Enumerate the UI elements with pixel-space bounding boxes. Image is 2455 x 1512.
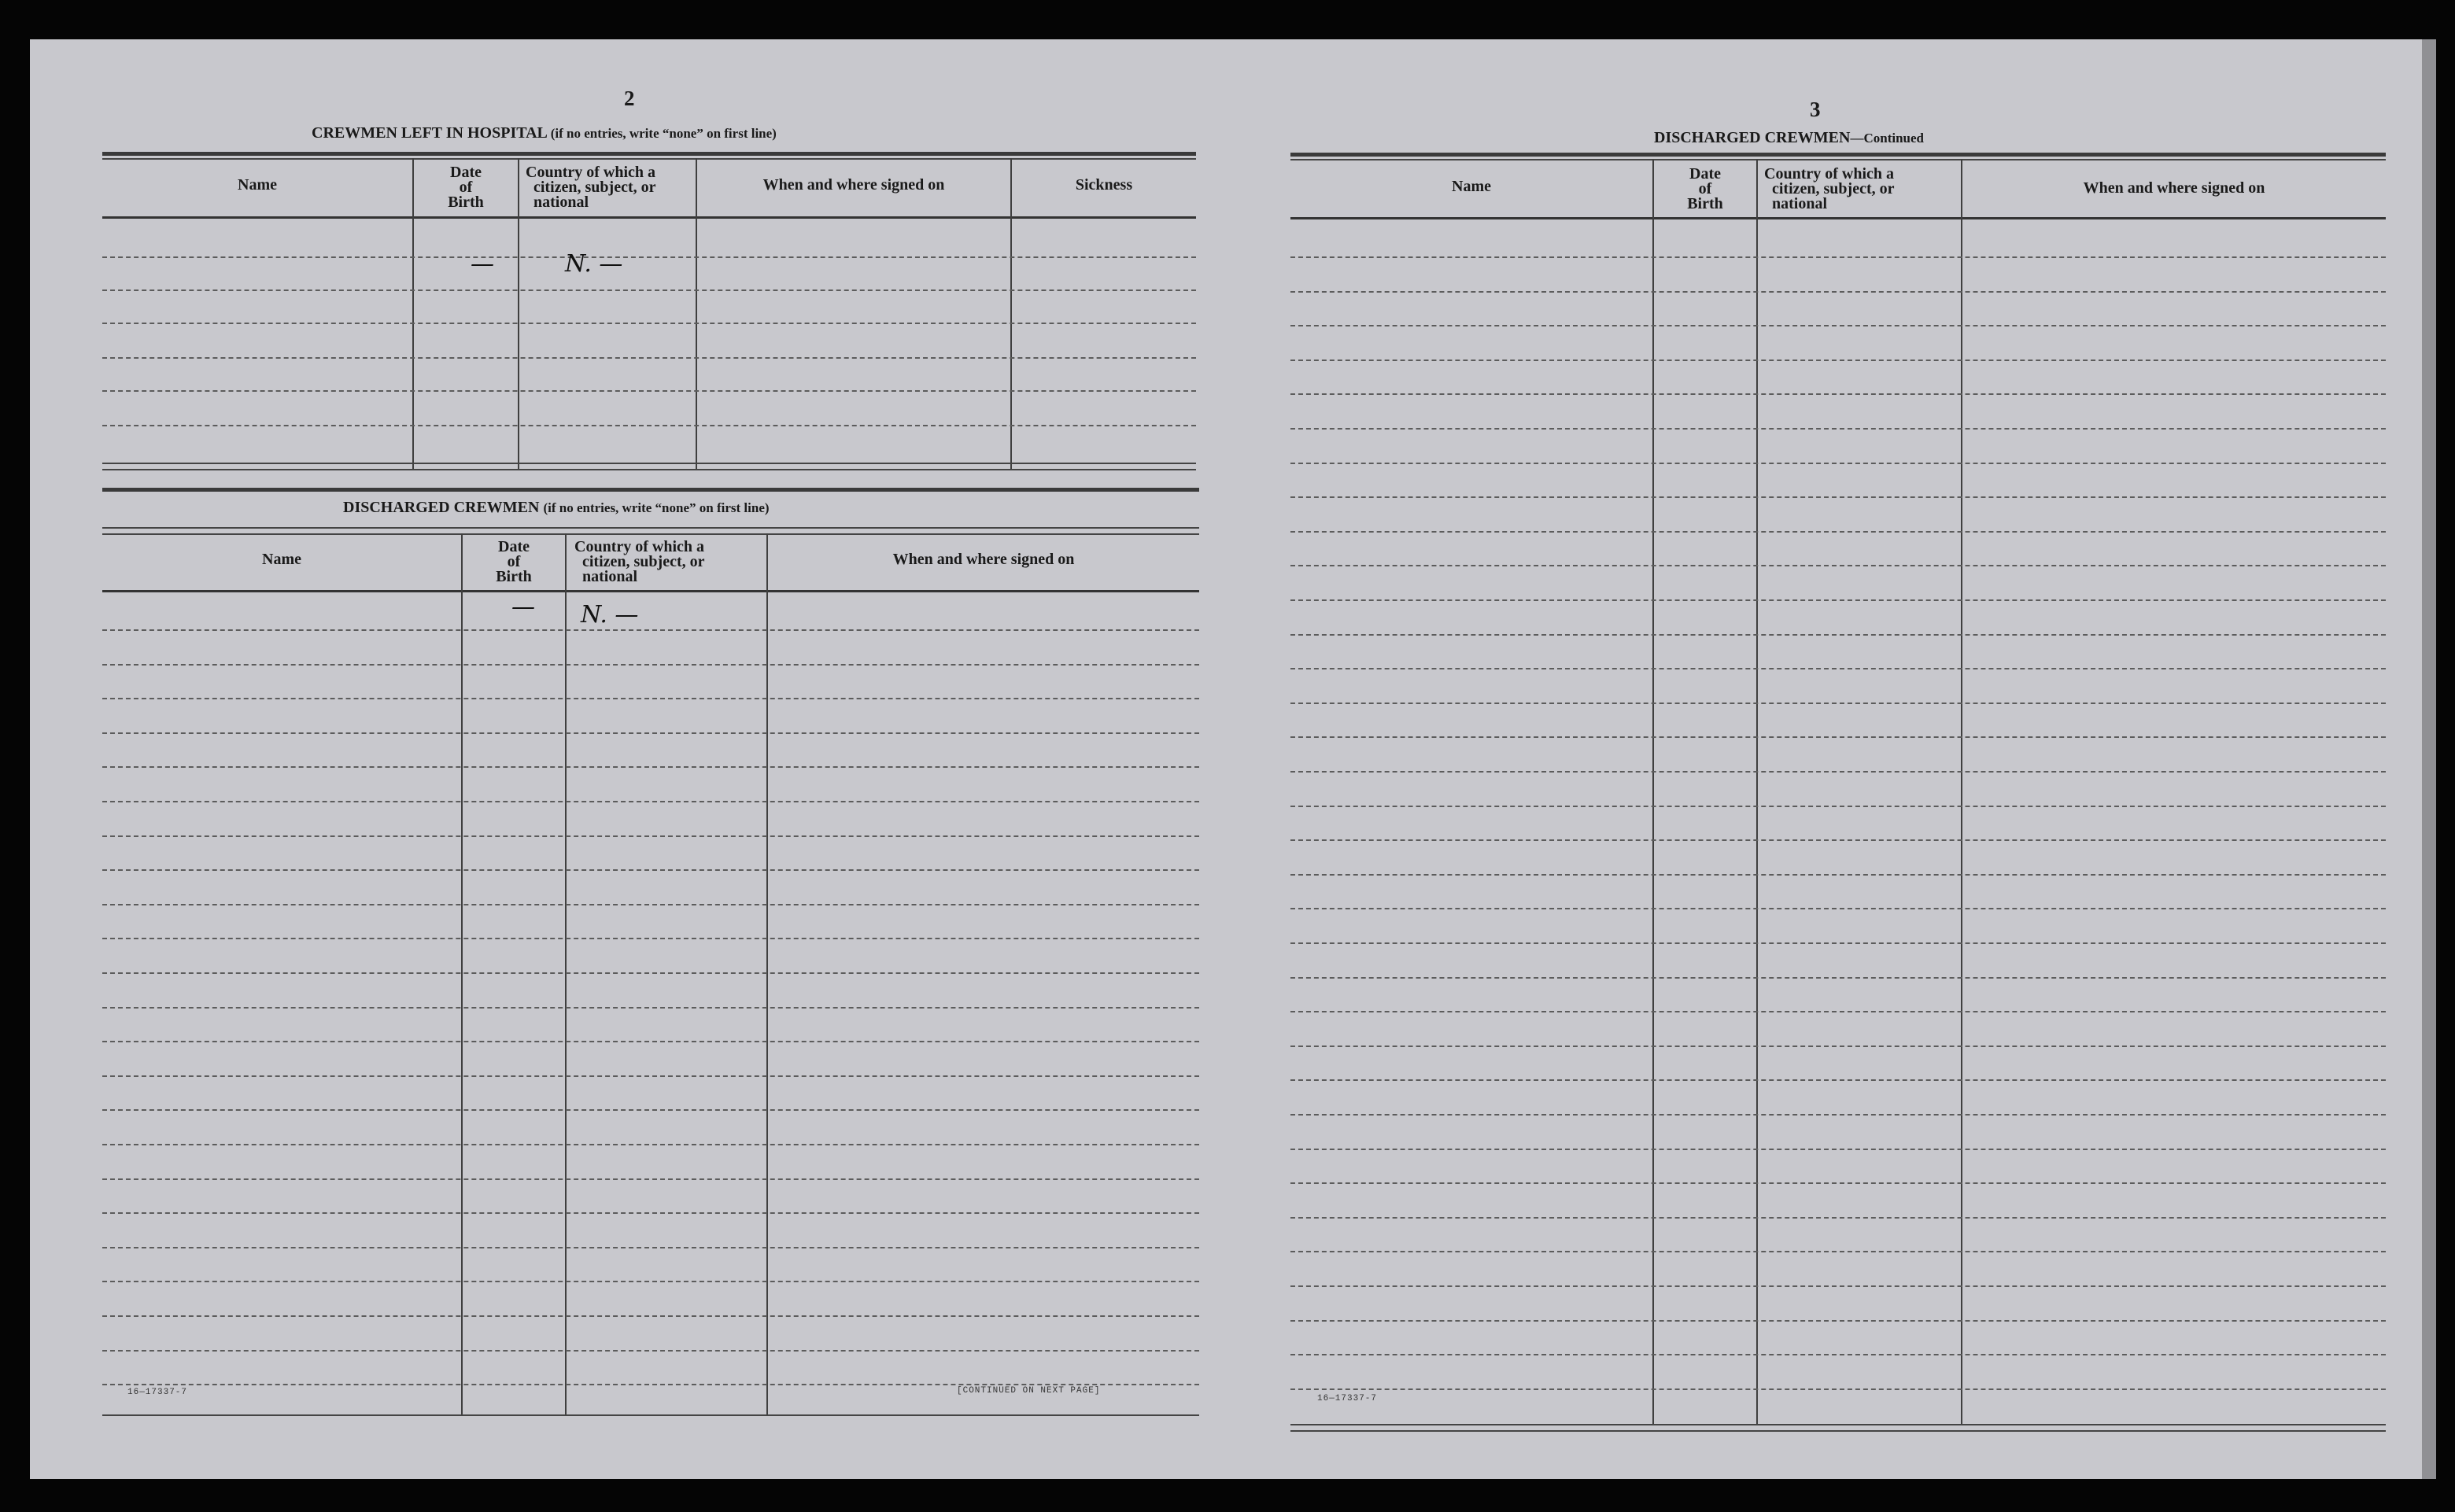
discharged-row-line	[102, 629, 1199, 631]
hospital-col-header-signed-on: When and where signed on	[762, 176, 945, 194]
right-col-header-signed-on: When and where signed on	[2083, 179, 2265, 197]
right-bottom-rule-2	[1290, 1430, 2386, 1432]
discharged-title-text: DISCHARGED CREWMEN	[343, 499, 540, 516]
discharged-header-rule	[102, 590, 1199, 592]
discharged-col-divider-3	[766, 533, 768, 1414]
right-row-line	[1290, 703, 2386, 704]
right-row-line	[1290, 908, 2386, 909]
hospital-col-divider-4	[1010, 158, 1012, 470]
discharged-row-line	[102, 1384, 1199, 1385]
discharged-entry-country: N. —	[581, 601, 639, 629]
right-row-line	[1290, 393, 2386, 395]
discharged-row-line	[102, 1144, 1199, 1145]
hospital-row-line	[102, 323, 1196, 324]
right-row-line	[1290, 360, 2386, 361]
hospital-section-title	[312, 124, 777, 142]
discharged-col-header-signed-on: When and where signed on	[892, 551, 1075, 568]
discharged-row-line	[102, 1315, 1199, 1317]
discharged-bottom-rule	[102, 1414, 1199, 1416]
right-row-line	[1290, 1011, 2386, 1012]
right-row-line	[1290, 839, 2386, 841]
right-row-line	[1290, 806, 2386, 807]
right-row-line	[1290, 1149, 2386, 1150]
discharged-row-line	[102, 1007, 1199, 1009]
hospital-col-header-name: Name	[238, 176, 277, 194]
discharged-row-line	[102, 869, 1199, 871]
hospital-col-divider-2	[518, 158, 519, 470]
discharged-row-line	[102, 1212, 1199, 1214]
hospital-top-rule-2	[102, 158, 1196, 160]
right-bottom-rule	[1290, 1424, 2386, 1425]
hospital-bottom-rule	[102, 463, 1196, 464]
right-row-line	[1290, 496, 2386, 498]
right-top-rule	[1290, 153, 2386, 157]
discharged-col-header-country: Country of which a citizen, subject, or national	[574, 538, 705, 585]
right-row-line	[1290, 634, 2386, 636]
hospital-row-line	[102, 289, 1196, 291]
discharged-top-rule-2	[102, 527, 1199, 529]
hospital-bottom-rule-2	[102, 469, 1196, 470]
hospital-entry-country: N. —	[565, 250, 623, 278]
hospital-title-text: CREWMEN LEFT IN HOSPITAL	[312, 124, 547, 142]
right-title-text: DISCHARGED CREWMEN	[1654, 129, 1851, 146]
discharged-row-line	[102, 938, 1199, 939]
continued-note: [CONTINUED ON NEXT PAGE]	[957, 1386, 1101, 1396]
right-row-line	[1290, 256, 2386, 258]
hospital-col-divider-3	[696, 158, 697, 470]
right-col-header-country: Country of which a citizen, subject, or national	[1764, 165, 1895, 212]
right-row-line	[1290, 1388, 2386, 1390]
right-row-line	[1290, 1217, 2386, 1219]
right-row-line	[1290, 1354, 2386, 1355]
hospital-col-header-sickness: Sickness	[1075, 176, 1133, 194]
hospital-subtitle-text: (if no entries, write “none” on first line)	[550, 126, 777, 141]
right-col-header-dob: Date of Birth	[1687, 165, 1723, 212]
discharged-row-line	[102, 835, 1199, 837]
right-col-divider-3	[1961, 159, 1962, 1424]
left-page-number: 2	[624, 87, 635, 110]
discharged-row-line	[102, 766, 1199, 768]
discharged-col-header-dob: Date of Birth	[496, 538, 532, 585]
right-section-title	[1654, 129, 1924, 147]
discharged-section-title	[343, 499, 770, 517]
hospital-row-line	[102, 390, 1196, 392]
right-row-line	[1290, 463, 2386, 464]
discharged-row-line	[102, 1178, 1199, 1180]
hospital-top-rule	[102, 152, 1196, 156]
discharged-subtitle-text: (if no entries, write “none” on first line)	[543, 500, 770, 515]
discharged-entry-dob: —	[511, 593, 535, 621]
hospital-header-rule	[102, 216, 1196, 219]
right-row-line	[1290, 1045, 2386, 1047]
document-sheet	[30, 39, 2422, 1479]
right-row-line	[1290, 531, 2386, 533]
right-row-line	[1290, 1079, 2386, 1081]
discharged-row-line	[102, 1109, 1199, 1111]
right-row-line	[1290, 874, 2386, 876]
right-row-line	[1290, 1182, 2386, 1184]
hospital-row-line	[102, 256, 1196, 258]
right-row-line	[1290, 1114, 2386, 1116]
right-row-line	[1290, 942, 2386, 944]
right-row-line	[1290, 977, 2386, 979]
hospital-row-line	[102, 357, 1196, 359]
discharged-col-divider-1	[461, 533, 463, 1414]
discharged-row-line	[102, 664, 1199, 666]
hospital-col-header-country: Country of which a citizen, subject, or national	[526, 164, 656, 211]
right-title-suffix: —Continued	[1850, 131, 1924, 146]
right-col-header-name: Name	[1452, 178, 1491, 195]
right-row-line	[1290, 668, 2386, 669]
sheet-edge-strip	[2422, 39, 2436, 1479]
right-header-rule	[1290, 217, 2386, 219]
discharged-top-rule-3	[102, 533, 1199, 535]
right-row-line	[1290, 291, 2386, 293]
discharged-row-line	[102, 1247, 1199, 1248]
right-col-divider-2	[1756, 159, 1758, 1424]
discharged-row-line	[102, 1281, 1199, 1282]
right-top-rule-2	[1290, 159, 2386, 160]
discharged-top-rule	[102, 488, 1199, 492]
right-row-line	[1290, 428, 2386, 430]
discharged-row-line	[102, 1075, 1199, 1077]
discharged-row-line	[102, 698, 1199, 699]
right-row-line	[1290, 599, 2386, 601]
right-row-line	[1290, 1285, 2386, 1287]
right-row-line	[1290, 565, 2386, 566]
right-row-line	[1290, 736, 2386, 738]
discharged-row-line	[102, 904, 1199, 905]
discharged-row-line	[102, 732, 1199, 734]
discharged-row-line	[102, 1350, 1199, 1352]
right-page-number: 3	[1810, 98, 1821, 121]
right-row-line	[1290, 325, 2386, 326]
discharged-col-header-name: Name	[262, 551, 301, 568]
left-form-number: 16—17337-7	[127, 1388, 188, 1397]
discharged-row-line	[102, 972, 1199, 974]
discharged-row-line	[102, 801, 1199, 802]
right-row-line	[1290, 1251, 2386, 1252]
discharged-col-divider-2	[565, 533, 567, 1414]
right-form-number: 16—17337-7	[1317, 1394, 1378, 1403]
discharged-row-line	[102, 1041, 1199, 1042]
hospital-row-line	[102, 425, 1196, 426]
hospital-entry-dob: —	[471, 250, 494, 278]
right-col-divider-1	[1652, 159, 1654, 1424]
right-row-line	[1290, 771, 2386, 773]
right-row-line	[1290, 1320, 2386, 1322]
hospital-col-header-dob: Date of Birth	[448, 164, 484, 211]
